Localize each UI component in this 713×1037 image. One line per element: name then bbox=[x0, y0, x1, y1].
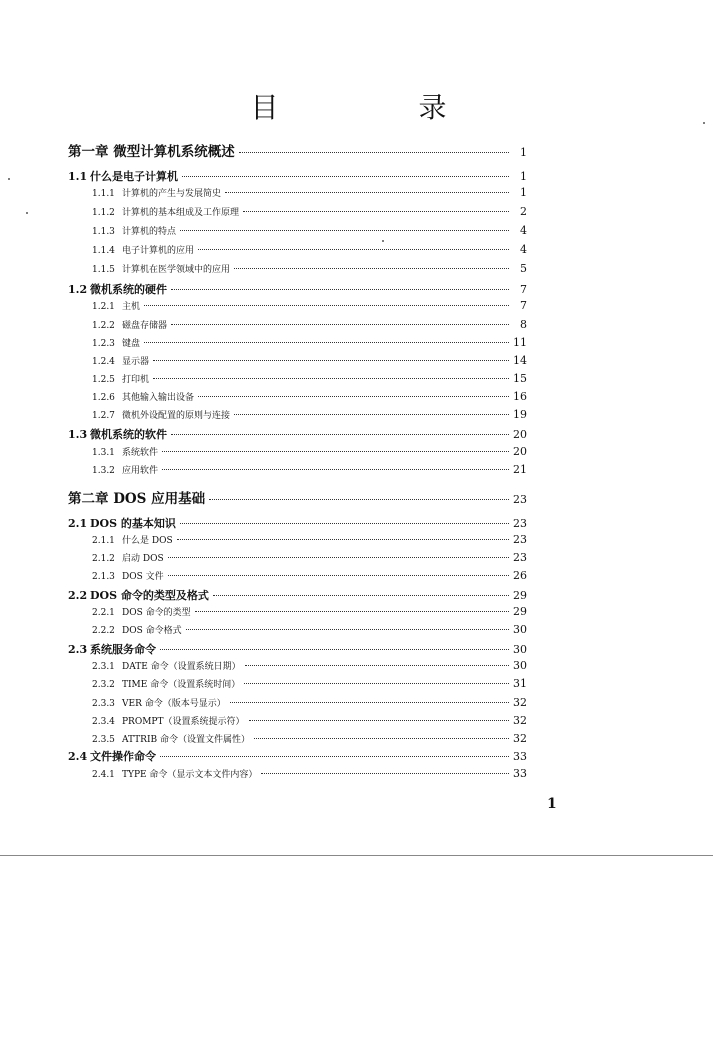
toc-entry-page: 26 bbox=[513, 569, 527, 582]
toc-sub-row bbox=[92, 318, 527, 331]
bottom-rule bbox=[0, 855, 713, 856]
toc-entry-number: 2.3.2 bbox=[92, 680, 115, 690]
toc-sub-row bbox=[92, 390, 527, 403]
toc-entry-title: 键盘 bbox=[122, 339, 141, 349]
toc-entry-page: 23 bbox=[513, 517, 527, 530]
toc-title: 目 录 bbox=[250, 91, 503, 124]
toc-entry-number: 2.1.2 bbox=[92, 554, 115, 564]
toc-sub-row bbox=[92, 533, 527, 546]
toc-sub-row bbox=[92, 623, 527, 636]
toc-entry-page: 30 bbox=[513, 659, 527, 672]
toc-entry-page: 4 bbox=[520, 224, 527, 237]
toc-entry-page: 15 bbox=[513, 372, 527, 385]
toc-sub-row bbox=[92, 243, 527, 256]
toc-entry-number: 1.1.4 bbox=[92, 246, 115, 256]
dot-leader bbox=[144, 342, 509, 343]
toc-entry-page: 14 bbox=[513, 354, 527, 367]
dot-leader bbox=[230, 702, 509, 703]
toc-entry-page: 7 bbox=[520, 283, 527, 296]
toc-entry-title: DOS 文件 bbox=[122, 572, 164, 582]
toc-entry-number: 1.2.6 bbox=[92, 393, 115, 403]
toc-entry-number: 1.3.2 bbox=[92, 466, 115, 476]
toc-entry-number: 1.2.5 bbox=[92, 375, 115, 385]
toc-section-row bbox=[68, 515, 527, 531]
toc-entry-page: 31 bbox=[513, 677, 527, 690]
toc-chapter-row bbox=[68, 487, 527, 507]
toc-entry-page: 11 bbox=[513, 336, 527, 349]
toc-entry-number: 2.3.4 bbox=[92, 717, 115, 727]
toc-sub-row bbox=[92, 732, 527, 745]
toc-entry-page: 29 bbox=[513, 589, 527, 602]
toc-section-row bbox=[68, 426, 527, 442]
scan-speck bbox=[8, 178, 10, 180]
toc-entry-number: 2.1.3 bbox=[92, 572, 115, 582]
toc-entry-number: 2.2.1 bbox=[92, 608, 115, 618]
toc-entry-title: 磁盘存储器 bbox=[122, 321, 168, 331]
toc-section-row bbox=[68, 641, 527, 657]
toc-entry-title: 第一章 微型计算机系统概述 bbox=[68, 144, 235, 160]
dot-leader bbox=[186, 629, 509, 630]
dot-leader bbox=[209, 499, 509, 500]
toc-entry-title: ATTRIB 命令（设置文件属性） bbox=[122, 735, 250, 745]
dot-leader bbox=[198, 396, 509, 397]
toc-entry-title: 主机 bbox=[122, 302, 141, 312]
toc-entry-title: 什么是电子计算机 bbox=[90, 170, 178, 183]
dot-leader bbox=[182, 176, 509, 177]
toc-entry-page: 20 bbox=[513, 445, 527, 458]
dot-leader bbox=[239, 152, 509, 153]
toc-entry-title: DOS 命令的类型及格式 bbox=[90, 589, 209, 602]
toc-entry-title: PROMPT（设置系统提示符） bbox=[122, 717, 245, 727]
toc-entry-page: 23 bbox=[513, 493, 527, 506]
dot-leader bbox=[153, 360, 509, 361]
toc-entry-number: 1.2.4 bbox=[92, 357, 115, 367]
toc-entry-number: 1.3.1 bbox=[92, 448, 115, 458]
toc-entry-title: 第二章 DOS 应用基础 bbox=[68, 491, 206, 507]
toc-entry-page: 4 bbox=[520, 243, 527, 256]
toc-sub-row bbox=[92, 354, 527, 367]
toc-entry-page: 1 bbox=[520, 146, 527, 159]
toc-entry-title: 其他输入输出设备 bbox=[122, 393, 195, 403]
dot-leader bbox=[245, 665, 509, 666]
toc-entry-page: 23 bbox=[513, 551, 527, 564]
toc-entry-page: 21 bbox=[513, 463, 527, 476]
page-number: 1 bbox=[547, 796, 557, 812]
dot-leader bbox=[249, 720, 510, 721]
toc-entry-number: 2.4.1 bbox=[92, 770, 115, 780]
toc-entry-number: 1.1.1 bbox=[92, 189, 115, 199]
toc-sub-row bbox=[92, 408, 527, 421]
toc-sub-row bbox=[92, 463, 527, 476]
toc-entry-page: 32 bbox=[513, 696, 527, 709]
toc-sub-row bbox=[92, 262, 527, 275]
toc-entry-page: 33 bbox=[513, 767, 527, 780]
toc-sub-row bbox=[92, 659, 527, 672]
toc-entry-page: 30 bbox=[513, 643, 527, 656]
toc-section-row bbox=[68, 587, 527, 603]
dot-leader bbox=[195, 611, 509, 612]
toc-sub-row bbox=[92, 224, 527, 237]
toc-sub-row bbox=[92, 205, 527, 218]
scan-speck bbox=[382, 240, 384, 242]
toc-entry-page: 1 bbox=[520, 170, 527, 183]
dot-leader bbox=[171, 324, 509, 325]
toc-sub-row bbox=[92, 767, 527, 780]
dot-leader bbox=[168, 575, 509, 576]
dot-leader bbox=[243, 211, 509, 212]
toc-section-row bbox=[68, 748, 527, 764]
toc-entry-number: 1.2 bbox=[68, 283, 88, 296]
dot-leader bbox=[162, 469, 509, 470]
toc-entry-page: 32 bbox=[513, 714, 527, 727]
toc-entry-page: 5 bbox=[520, 262, 527, 275]
toc-sub-row bbox=[92, 299, 527, 312]
toc-entry-page: 23 bbox=[513, 533, 527, 546]
toc-entry-number: 2.2.2 bbox=[92, 626, 115, 636]
toc-entry-title: 系统软件 bbox=[122, 448, 159, 458]
dot-leader bbox=[234, 414, 509, 415]
toc-entry-number: 1.1 bbox=[68, 170, 88, 183]
toc-entry-number: 2.3.1 bbox=[92, 662, 115, 672]
toc-sub-row bbox=[92, 569, 527, 582]
toc-entry-number: 1.2.2 bbox=[92, 321, 115, 331]
toc-entry-number: 1.2.3 bbox=[92, 339, 115, 349]
toc-entry-title: 系统服务命令 bbox=[90, 643, 156, 656]
toc-entry-page: 16 bbox=[513, 390, 527, 403]
toc-entry-page: 29 bbox=[513, 605, 527, 618]
dot-leader bbox=[144, 305, 509, 306]
toc-chapter-row bbox=[68, 140, 527, 160]
dot-leader bbox=[160, 649, 509, 650]
toc-sub-row bbox=[92, 336, 527, 349]
toc-sub-row bbox=[92, 445, 527, 458]
toc-entry-page: 2 bbox=[520, 205, 527, 218]
toc-sub-row bbox=[92, 372, 527, 385]
toc-entry-number: 2.2 bbox=[68, 589, 88, 602]
toc-entry-title: 计算机的产生与发展简史 bbox=[122, 189, 222, 199]
dot-leader bbox=[198, 249, 509, 250]
toc-sub-row bbox=[92, 551, 527, 564]
toc-entry-page: 8 bbox=[520, 318, 527, 331]
toc-entry-title: DOS 的基本知识 bbox=[90, 517, 176, 530]
dot-leader bbox=[254, 738, 509, 739]
toc-entry-title: 计算机在医学领域中的应用 bbox=[122, 265, 231, 275]
toc-entry-page: 20 bbox=[513, 428, 527, 441]
toc-entry-number: 2.3.3 bbox=[92, 699, 115, 709]
toc-entry-number: 1.1.3 bbox=[92, 227, 115, 237]
dot-leader bbox=[171, 289, 509, 290]
toc-entry-page: 7 bbox=[520, 299, 527, 312]
dot-leader bbox=[168, 557, 509, 558]
dot-leader bbox=[261, 773, 509, 774]
toc-entry-title: TIME 命令（设置系统时间） bbox=[122, 680, 241, 690]
toc-entry-title: 计算机的基本组成及工作原理 bbox=[122, 208, 240, 218]
dot-leader bbox=[171, 434, 509, 435]
dot-leader bbox=[180, 230, 509, 231]
toc-entry-page: 33 bbox=[513, 750, 527, 763]
dot-leader bbox=[177, 539, 509, 540]
dot-leader bbox=[153, 378, 509, 379]
toc-entry-title: 应用软件 bbox=[122, 466, 159, 476]
toc-entry-page: 19 bbox=[513, 408, 527, 421]
toc-entry-title: 文件操作命令 bbox=[90, 750, 156, 763]
toc-sub-row bbox=[92, 605, 527, 618]
toc-entry-number: 2.1.1 bbox=[92, 536, 115, 546]
toc-entry-page: 32 bbox=[513, 732, 527, 745]
toc-entry-title: DOS 命令的类型 bbox=[122, 608, 191, 618]
toc-section-row bbox=[68, 168, 527, 184]
dot-leader bbox=[213, 595, 509, 596]
toc-entry-title: 启动 DOS bbox=[122, 554, 164, 564]
toc-entry-title: 什么是 DOS bbox=[122, 536, 173, 546]
toc-entry-number: 2.3 bbox=[68, 643, 88, 656]
toc-entry-number: 1.2.7 bbox=[92, 411, 115, 421]
toc-entry-number: 2.4 bbox=[68, 750, 88, 763]
toc-entry-number: 2.1 bbox=[68, 517, 88, 530]
dot-leader bbox=[244, 683, 509, 684]
toc-entry-title: 微机系统的软件 bbox=[90, 428, 167, 441]
toc-entry-title: DATE 命令（设置系统日期） bbox=[122, 662, 241, 672]
toc-sub-row bbox=[92, 696, 527, 709]
toc-entry-title: VER 命令（版本号显示） bbox=[122, 699, 226, 709]
scan-speck bbox=[703, 122, 705, 124]
toc-entry-title: DOS 命令格式 bbox=[122, 626, 182, 636]
toc-sub-row bbox=[92, 186, 527, 199]
dot-leader bbox=[180, 523, 509, 524]
toc-sub-row bbox=[92, 714, 527, 727]
scan-speck bbox=[26, 212, 28, 214]
toc-sub-row bbox=[92, 677, 527, 690]
toc-entry-page: 1 bbox=[520, 186, 527, 199]
toc-entry-number: 1.2.1 bbox=[92, 302, 115, 312]
toc-entry-title: 微机外设配置的原则与连接 bbox=[122, 411, 231, 421]
toc-entry-number: 2.3.5 bbox=[92, 735, 115, 745]
toc-entry-title: 显示器 bbox=[122, 357, 150, 367]
toc-entry-title: 电子计算机的应用 bbox=[122, 246, 195, 256]
toc-entry-title: TYPE 命令（显示文本文件内容） bbox=[122, 770, 258, 780]
dot-leader bbox=[160, 756, 509, 757]
toc-entry-title: 计算机的特点 bbox=[122, 227, 177, 237]
dot-leader bbox=[162, 451, 509, 452]
dot-leader bbox=[225, 192, 509, 193]
toc-entry-title: 微机系统的硬件 bbox=[90, 283, 167, 296]
toc-section-row bbox=[68, 281, 527, 297]
toc-entry-number: 1.1.5 bbox=[92, 265, 115, 275]
toc-entry-title: 打印机 bbox=[122, 375, 150, 385]
toc-entry-number: 1.1.2 bbox=[92, 208, 115, 218]
toc-entry-number: 1.3 bbox=[68, 428, 88, 441]
toc-entry-page: 30 bbox=[513, 623, 527, 636]
dot-leader bbox=[234, 268, 509, 269]
